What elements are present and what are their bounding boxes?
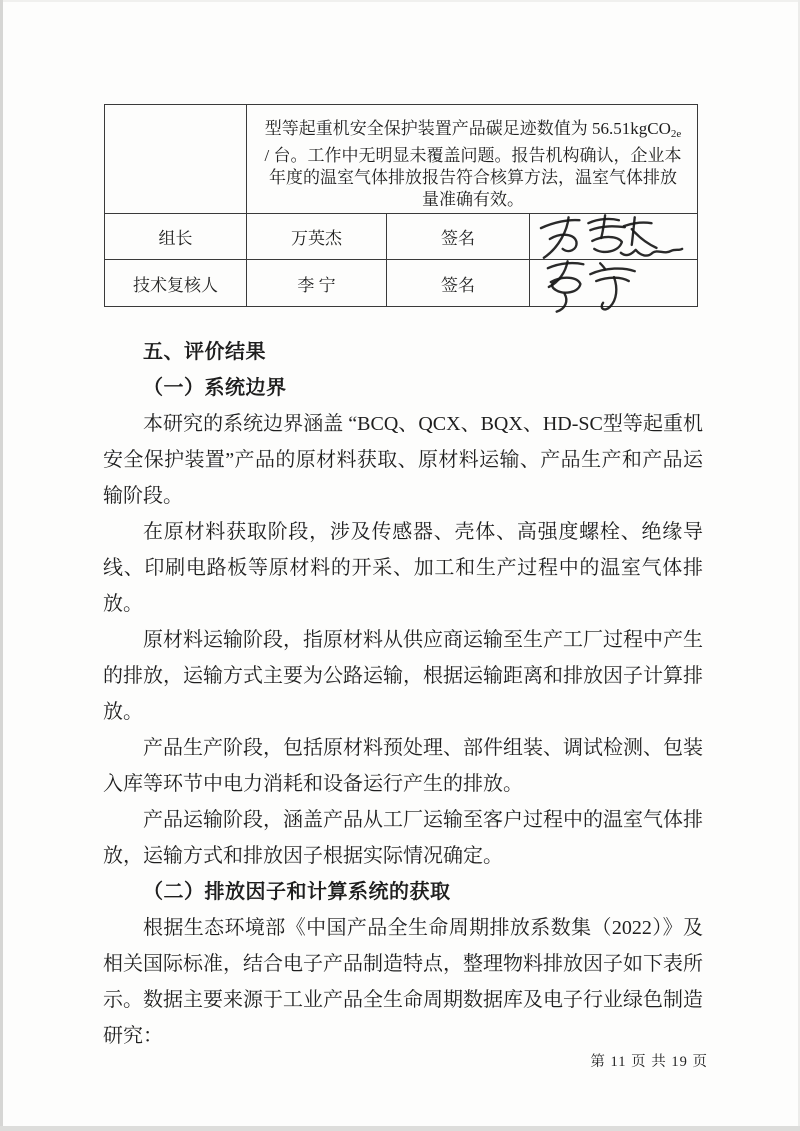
paragraph-production-stage: 产品生产阶段，包括原材料预处理、部件组装、调试检测、包装入库等环节中电力消耗和设备运行产生的排放。 <box>103 737 703 795</box>
table-row-conclusion <box>105 105 698 214</box>
document-body <box>103 334 703 1054</box>
scan-edge-top <box>0 0 800 2</box>
page-footer: 第 11 页 共 19 页 <box>590 1054 708 1070</box>
table-row-reviewer <box>105 260 698 307</box>
sign-label-cell: 签名 <box>387 260 530 307</box>
scan-edge-left <box>0 0 3 1131</box>
subsection-2-heading: （二）排放因子和计算系统的获取 <box>143 881 451 903</box>
role-cell: 技术复核人 <box>105 260 247 307</box>
signature-li-ning-image <box>534 257 692 315</box>
paragraph-product-transport: 产品运输阶段，涵盖产品从工厂运输至客户过程中的温室气体排放，运输方式和排放因子根据实际情况确定。 <box>103 809 703 867</box>
signature-cell-wan-yingjie <box>530 214 698 260</box>
role-cell: 组长 <box>105 214 247 260</box>
table-row-leader <box>105 214 698 260</box>
co2e-subscript: 2e <box>670 128 682 140</box>
review-conclusion-table <box>104 104 698 307</box>
empty-cell <box>105 105 247 214</box>
paragraph-system-boundary: 本研究的系统边界涵盖 “BCQ、QCX、BQX、HD-SC型等起重机安全保护装置”产品的原材料获取、原材料运输、产品生产和产品运输阶段。 <box>103 413 703 507</box>
paragraph-raw-material-acquisition: 在原材料获取阶段，涉及传感器、壳体、高强度螺栓、绝缘导线、印刷电路板等原材料的开采、加工和生产过程中的温室气体排放。 <box>103 521 703 615</box>
paragraph-emission-factors: 根据生态环境部《中国产品全生命周期排放系数集（2022）》及相关国际标准，结合电子产品制造特点，整理物料排放因子如下表所示。数据主要来源于工业产品全生命周期数据库及电子行业绿色制造研究： <box>103 917 703 1047</box>
name-cell: 万英杰 <box>247 214 387 260</box>
name-cell: 李 宁 <box>247 260 387 307</box>
conclusion-part1: 型等起重机安全保护装置产品碳足迹数值为 56.51kgCO <box>264 119 671 138</box>
subsection-1-heading: （一）系统边界 <box>143 377 287 399</box>
conclusion-text-cell <box>247 105 698 214</box>
paragraph-raw-material-transport: 原材料运输阶段，指原材料从供应商运输至生产工厂过程中产生的排放，运输方式主要为公路运输，根据运输距离和排放因子计算排放。 <box>103 629 703 723</box>
scan-edge-bottom <box>0 1126 800 1131</box>
conclusion-part2: / 台。工作中无明显未覆盖问题。报告机构确认，企业本年度的温室气体排放报告符合核算方法，温室气体排放量准确有效。 <box>264 146 682 209</box>
signature-cell-li-ning <box>530 260 698 307</box>
sign-label-cell: 签名 <box>387 214 530 260</box>
section-5-heading: 五、评价结果 <box>143 341 266 363</box>
